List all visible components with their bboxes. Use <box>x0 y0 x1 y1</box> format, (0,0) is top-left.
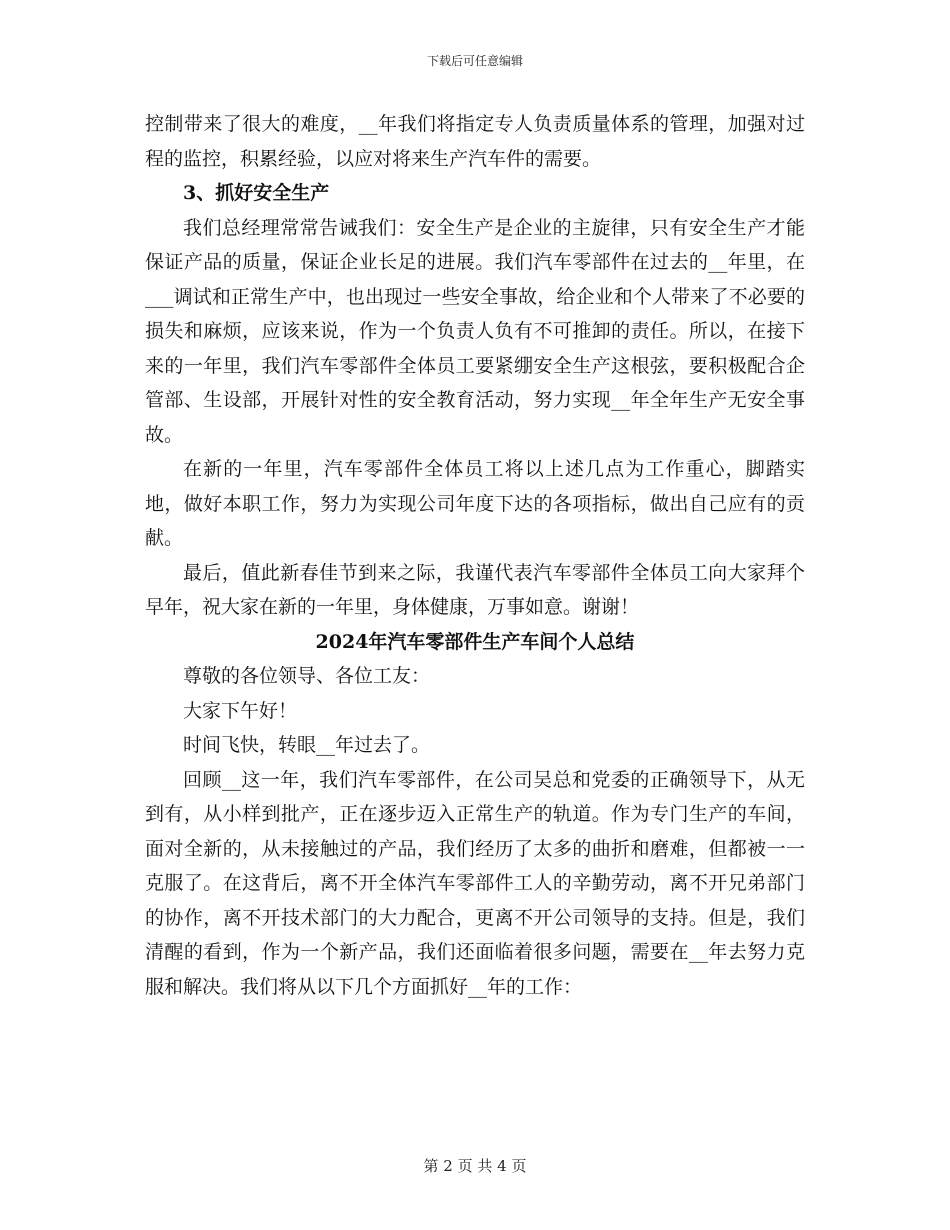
paragraph: 我们总经理常常告诫我们：安全生产是企业的主旋律，只有安全生产才能保证产品的质量，保证企业长足的进展。我们汽车零部件在过去的__年里，在___调试和正常生产中，也出现过一些安全事故，给企业和个人带来了不必要的损失和麻烦，应该来说，作为一个负责人负有不可推卸的责任。所以，在接下来的一年里，我们汽车零部件全体员工要紧绷安全生产这根弦，要积极配合企管部、生设部，开展针对性的安全教育活动，努力实现__年全年生产无安全事故。 <box>145 216 805 446</box>
paragraph: 回顾__这一年，我们汽车零部件，在公司吴总和党委的正确领导下，从无到有，从小样到批产，正在逐步迈入正常生产的轨道。作为专门生产的车间，面对全新的，从未接触过的产品，我们经历了太多的曲折和磨难，但都被一一克服了。在这背后，离不开全体汽车零部件工人的辛勤劳动，离不开兄弟部门的协作，离不开技术部门的大力配合，更离不开公司领导的支持。但是，我们清醒的看到，作为一个新产品，我们还面临着很多问题，需要在__年去努力克服和解决。我们将从以下几个方面抓好__年的工作： <box>145 768 805 998</box>
paragraph: 大家下午好！ <box>183 699 298 722</box>
paragraph: 在新的一年里，汽车零部件全体员工将以上述几点为工作重心，脚踏实地，做好本职工作，努力为实现公司年度下达的各项指标，做出自己应有的贡献。 <box>145 458 805 549</box>
page-footer: 第 2 页 共 4 页 <box>423 1157 527 1175</box>
section-heading: 3、抓好安全生产 <box>183 182 330 204</box>
greeting: 尊敬的各位领导、各位工友： <box>183 665 431 687</box>
paragraph: 时间飞快，转眼__年过去了。 <box>183 734 431 756</box>
page-header: 下载后可任意编辑 <box>426 54 523 68</box>
document-title: 2024年汽车零部件生产车间个人总结 <box>315 630 635 653</box>
paragraph: 控制带来了很大的难度，__年我们将指定专人负责质量体系的管理，加强对过程的监控，积累经验，以应对将来生产汽车件的需要。 <box>145 113 805 170</box>
paragraph: 最后，值此新春佳节到来之际，我谨代表汽车零部件全体员工向大家拜个早年，祝大家在新的一年里，身体健康，万事如意。谢谢！ <box>145 561 805 618</box>
document-body <box>145 107 805 1004</box>
